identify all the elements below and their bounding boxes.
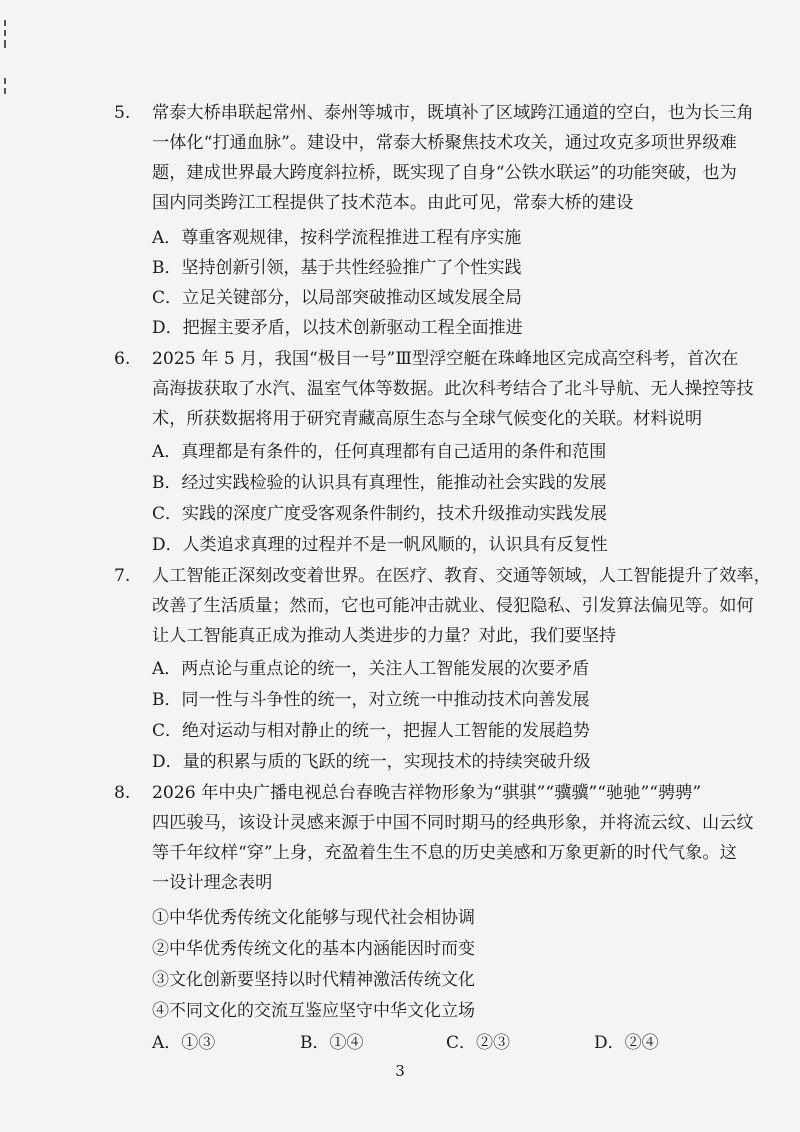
question-text: 人工智能正深刻改变着世界。在医疗、教育、交通等领域，人工智能提升了效率， bbox=[152, 566, 771, 586]
statement-1: ①中华优秀传统文化能够与现代社会相协调 bbox=[152, 908, 475, 928]
question-line bbox=[114, 778, 784, 808]
question-text: 常泰大桥串联起常州、泰州等城市，既填补了区域跨江通道的空白，也为长三角 bbox=[152, 103, 754, 123]
question-number: 7. bbox=[114, 566, 131, 586]
question-line bbox=[114, 344, 784, 374]
choice-d: D．②④ bbox=[594, 1033, 659, 1053]
question-number: 8. bbox=[114, 783, 131, 803]
statement-2: ②中华优秀传统文化的基本内涵能因时而变 bbox=[152, 939, 475, 959]
option-d: D．量的积累与质的飞跃的统一，实现技术的持续突破升级 bbox=[152, 752, 591, 772]
question-text: 改善了生活质量；然而，它也可能冲击就业、侵犯隐私、引发算法偏见等。如何 bbox=[152, 596, 754, 616]
question-5 bbox=[114, 98, 784, 218]
question-text: 一体化“打通血脉”。建设中，常泰大桥聚焦技术攻关，通过攻克多项世界级难 bbox=[152, 133, 737, 153]
option-c: C．实践的深度广度受客观条件制约，技术升级推动实践发展 bbox=[152, 504, 608, 524]
question-number: 6. bbox=[114, 349, 131, 369]
option-b: B．坚持创新引领，基于共性经验推广了个性实践 bbox=[152, 258, 522, 278]
option-d: D．把握主要矛盾，以技术创新驱动工程全面推进 bbox=[152, 318, 523, 338]
question-text: 国内同类跨江工程提供了技术范本。由此可见，常泰大桥的建设 bbox=[152, 193, 634, 213]
option-b: B．同一性与斗争性的统一，对立统一中推动技术向善发展 bbox=[152, 690, 590, 710]
option-d: D．人类追求真理的过程并不是一帆风顺的，认识具有反复性 bbox=[152, 535, 608, 555]
question-text: 一设计理念表明 bbox=[152, 873, 273, 893]
statement-3: ③文化创新要坚持以时代精神激活传统文化 bbox=[152, 970, 475, 990]
page-number: 3 bbox=[395, 1062, 405, 1080]
choice-b: B．①④ bbox=[300, 1033, 364, 1053]
question-8 bbox=[114, 778, 784, 898]
option-a: A．尊重客观规律，按科学流程推进工程有序实施 bbox=[152, 228, 522, 248]
option-c: C．绝对运动与相对静止的统一，把握人工智能的发展趋势 bbox=[152, 721, 591, 741]
question-line bbox=[114, 98, 784, 128]
question-text: 术，所获数据将用于研究青藏高原生态与全球气候变化的关联。材料说明 bbox=[152, 409, 703, 429]
question-number: 5. bbox=[114, 103, 131, 123]
choice-c: C．②③ bbox=[446, 1033, 511, 1053]
question-text: 题，建成世界最大跨度斜拉桥，既实现了自身“公铁水联运”的功能突破，也为 bbox=[152, 163, 737, 183]
question-text: 高海拔获取了水汽、温室气体等数据。此次科考结合了北斗导航、无人操控等技 bbox=[152, 379, 754, 399]
answer-choices bbox=[0, 1028, 800, 1058]
question-text: 2026 年中央广播电视总台春晚吉祥物形象为“骐骐”“骥骥”“驰驰”“骋骋” bbox=[152, 783, 702, 803]
question-text: 2025 年 5 月，我国“极目一号”Ⅲ型浮空艇在珠峰地区完成高空科考，首次在 bbox=[152, 349, 739, 369]
option-a: A．真理都是有条件的，任何真理都有自己适用的条件和范围 bbox=[152, 442, 607, 462]
statement-4: ④不同文化的交流互鉴应坚守中华文化立场 bbox=[152, 1001, 475, 1021]
option-c: C．立足关键部分，以局部突破推动区域发展全局 bbox=[152, 288, 523, 308]
question-text: 让人工智能真正成为推动人类进步的力量？对此，我们要坚持 bbox=[152, 626, 617, 646]
margin-marks bbox=[3, 2, 9, 94]
question-6 bbox=[114, 344, 784, 434]
option-a: A．两点论与重点论的统一，关注人工智能发展的次要矛盾 bbox=[152, 659, 590, 679]
choice-a: A．①③ bbox=[152, 1033, 216, 1053]
question-text: 四匹骏马，该设计灵感来源于中国不同时期马的经典形象，并将流云纹、山云纹 bbox=[152, 813, 754, 833]
question-7 bbox=[114, 561, 784, 651]
option-b: B．经过实践检验的认识具有真理性，能推动社会实践的发展 bbox=[152, 473, 607, 493]
question-text: 等千年纹样“穿”上身，充盈着生生不息的历史美感和万象更新的时代气象。这 bbox=[152, 843, 737, 863]
question-line bbox=[114, 561, 784, 591]
